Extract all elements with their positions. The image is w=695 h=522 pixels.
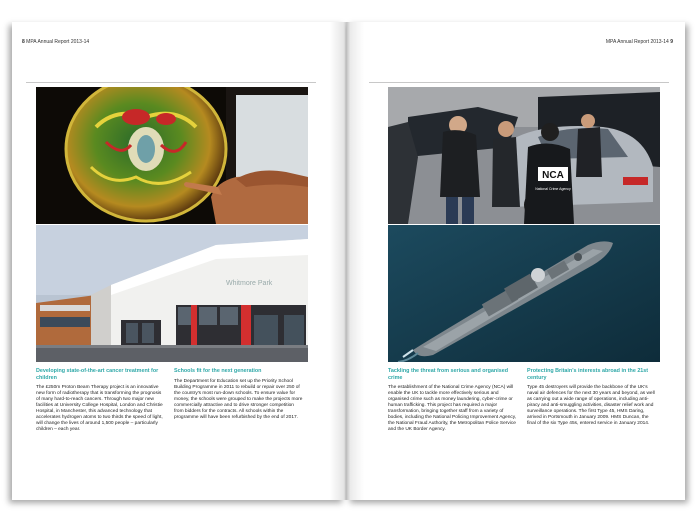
nca-back-label: NCA — [542, 170, 564, 181]
story-body: The £250m Proton Beam Therapy project is an innovative new form of radiotherapy that is transforming the prognosis of many hard-to-reach cancers. Through two major new facilities at University College Hospital, London and Christie Hospital, in Manchester, this advanced technology that accelerates hydrogen atoms to two thirds the speed of light, will change the lives of around 1,500 people – particularly children – each year. — [36, 385, 163, 433]
school-sign-text: Whitmore Park — [226, 280, 273, 287]
left-page — [12, 22, 345, 500]
type45-destroyer-photo — [388, 225, 660, 362]
story-body: The Department for Education set up the Priority School Building Programme in 2011 to rebuild or repair over 250 of the country's most run-down schools. To ensure value for money, the schools were grouped to make the projects more commercially attractive and to drive stronger competition from bidders for the contracts. All schools within the programme will have been refurbished by the end of 2017. — [174, 378, 303, 420]
right-page — [347, 22, 685, 500]
nca-officers-photo — [388, 87, 660, 224]
story-type45-destroyers — [527, 368, 657, 427]
right-running-title: MPA Annual Report 2013-14 — [605, 39, 669, 45]
story-body: The establishment of the National Crime Agency (NCA) will enable the UK to tackle more effectively serious and organised crime such as money laundering, cyber-crime or human trafficking. This project has required a major transformation, bringing together staff from a variety of bodies, including the National Policing Improvement Agency, the National Fraud Authority, the Metropolitan Police Service and the UK Border Agency. — [388, 385, 517, 433]
right-header-rule — [369, 82, 669, 83]
story-organised-crime — [388, 368, 518, 433]
story-cancer-treatment — [36, 368, 166, 433]
brain-scan-photo — [36, 87, 308, 224]
story-body: Type 45 destroyers will provide the backbone of the UK's naval air defences for the next 30 years and beyond, as well as carrying out a wide range of operations, including anti-piracy and anti-smuggling activities, disaster relief work and surveillance operations. The first Type 45, HMS Daring, arrived in Portsmouth in January 2009. HMS Duncan, the final of the six Type 45s, entered service in January 2014. — [527, 385, 655, 427]
left-header-rule — [26, 82, 316, 83]
school-building-photo — [36, 225, 308, 362]
right-page-number: 9 — [670, 39, 673, 45]
story-title: Protecting Britain's interests abroad in the 21st century — [527, 368, 649, 381]
nca-back-sublabel: National Crime Agency — [535, 187, 571, 191]
story-title: Developing state-of-the-art cancer treatment for children — [36, 368, 159, 381]
story-title: Schools fit for the next generation — [174, 368, 262, 374]
left-running-head — [22, 39, 89, 45]
left-page-number: 8 — [22, 39, 25, 45]
story-title: Tackling the threat from serious and organised crime — [388, 368, 509, 381]
report-spread — [12, 22, 687, 500]
right-running-head — [606, 39, 673, 45]
left-running-title: MPA Annual Report 2013-14 — [26, 39, 90, 45]
story-schools — [174, 368, 304, 421]
